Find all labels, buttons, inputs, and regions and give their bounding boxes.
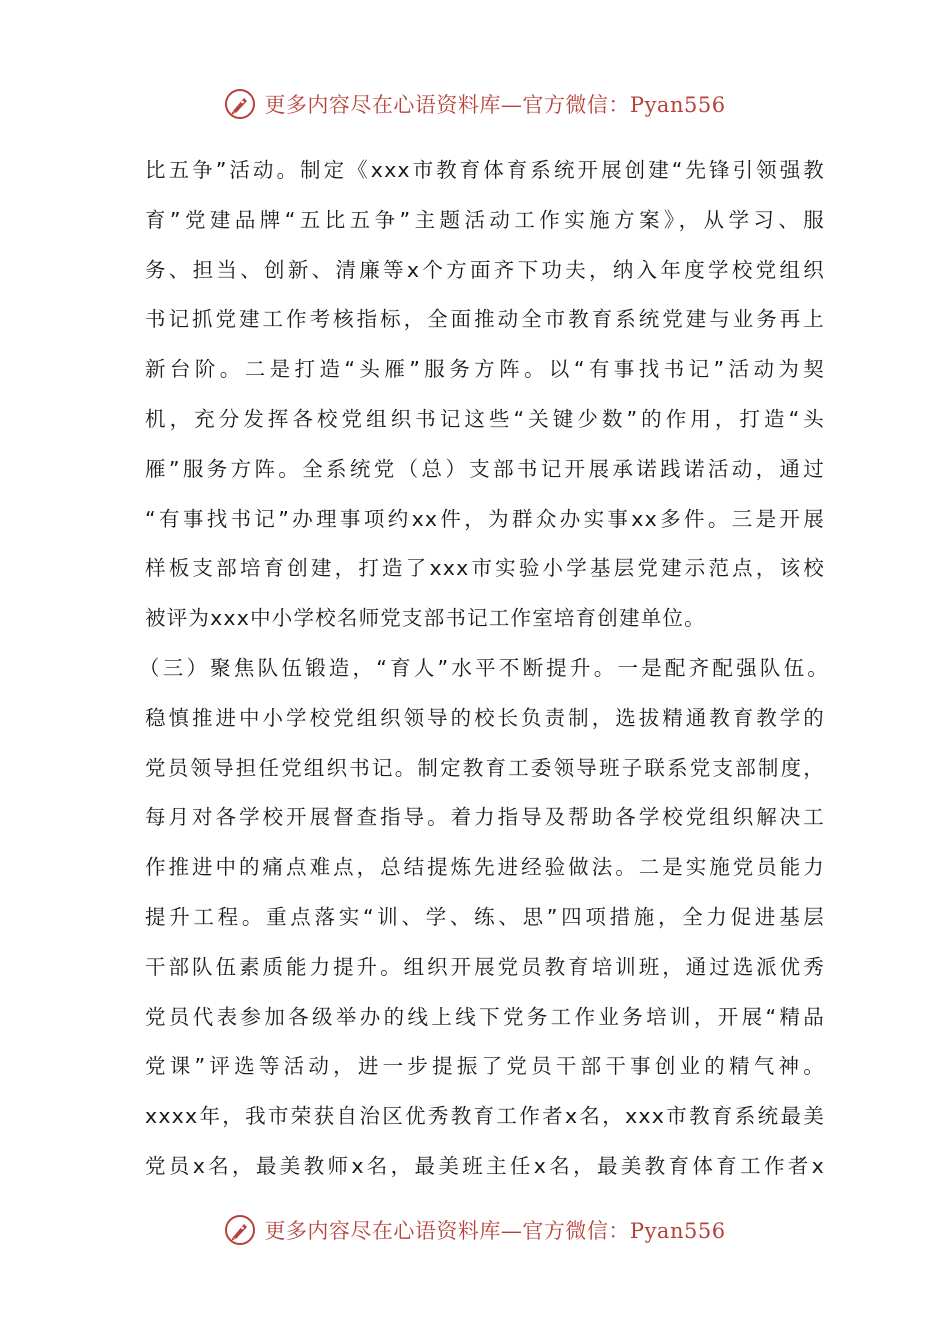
pen-nib-logo-icon bbox=[224, 1214, 256, 1246]
text-line: 党课”评选等活动，进一步提振了党员干部干事创业的精气神。 bbox=[145, 1054, 825, 1079]
text-line: 每月对各学校开展督查指导。着力指导及帮助各学校党组织解决工 bbox=[145, 805, 825, 830]
text-line: 机，充分发挥各校党组织书记这些“关键少数”的作用，打造“头 bbox=[145, 406, 825, 431]
text-line: 育”党建品牌“五比五争”主题活动工作实施方案》，从学习、服 bbox=[145, 207, 825, 232]
header-banner bbox=[0, 82, 950, 126]
text-line: 作推进中的痛点难点，总结提炼先进经验做法。二是实施党员能力 bbox=[145, 855, 825, 880]
text-line: 提升工程。重点落实“训、学、练、思”四项措施，全力促进基层 bbox=[145, 904, 825, 929]
text-line: 样板支部培育创建，打造了xxx市实验小学基层党建示范点，该校 bbox=[145, 556, 825, 581]
text-line: 雁”服务方阵。全系统党（总）支部书记开展承诺践诺活动，通过 bbox=[145, 456, 825, 481]
section-heading-line: （三）聚焦队伍锻造，“育人”水平不断提升。一是配齐配强队伍。 bbox=[139, 655, 829, 680]
text-line: 被评为xxx中小学校名师党支部书记工作室培育创建单位。 bbox=[145, 606, 706, 631]
text-line: 党员领导担任党组织书记。制定教育工委领导班子联系党支部制度， bbox=[145, 755, 825, 780]
text-line: 稳慎推进中小学校党组织领导的校长负责制，选拔精通教育教学的 bbox=[145, 705, 825, 730]
text-line: “有事找书记”办理事项约xx件，为群众办实事xx多件。三是开展 bbox=[145, 506, 825, 531]
text-line: 务、担当、创新、清廉等x个方面齐下功夫，纳入年度学校党组织 bbox=[145, 257, 825, 282]
text-line: 党员代表参加各级举办的线上线下党务工作业务培训，开展“精品 bbox=[145, 1004, 825, 1029]
banner-text: 更多内容尽在心语资料库—官方微信：Pyan556 bbox=[264, 93, 726, 117]
pen-nib-logo-icon bbox=[224, 88, 256, 120]
text-line: 新台阶。二是打造“头雁”服务方阵。以“有事找书记”活动为契 bbox=[145, 357, 825, 382]
text-line: 干部队伍素质能力提升。组织开展党员教育培训班，通过选派优秀 bbox=[145, 954, 825, 979]
text-line: 党员x名，最美教师x名，最美班主任x名，最美教育体育工作者x bbox=[145, 1153, 825, 1178]
text-line: 书记抓党建工作考核指标，全面推动全市教育系统党建与业务再上 bbox=[145, 307, 825, 332]
document-body bbox=[139, 146, 829, 1192]
text-line: 比五争”活动。制定《xxx市教育体育系统开展创建“先锋引领强教 bbox=[145, 158, 825, 182]
text-line: xxxx年，我市荣获自治区优秀教育工作者x名，xxx市教育系统最美 bbox=[145, 1104, 825, 1129]
banner-text: 更多内容尽在心语资料库—官方微信：Pyan556 bbox=[264, 1219, 726, 1243]
footer-banner bbox=[0, 1208, 950, 1252]
